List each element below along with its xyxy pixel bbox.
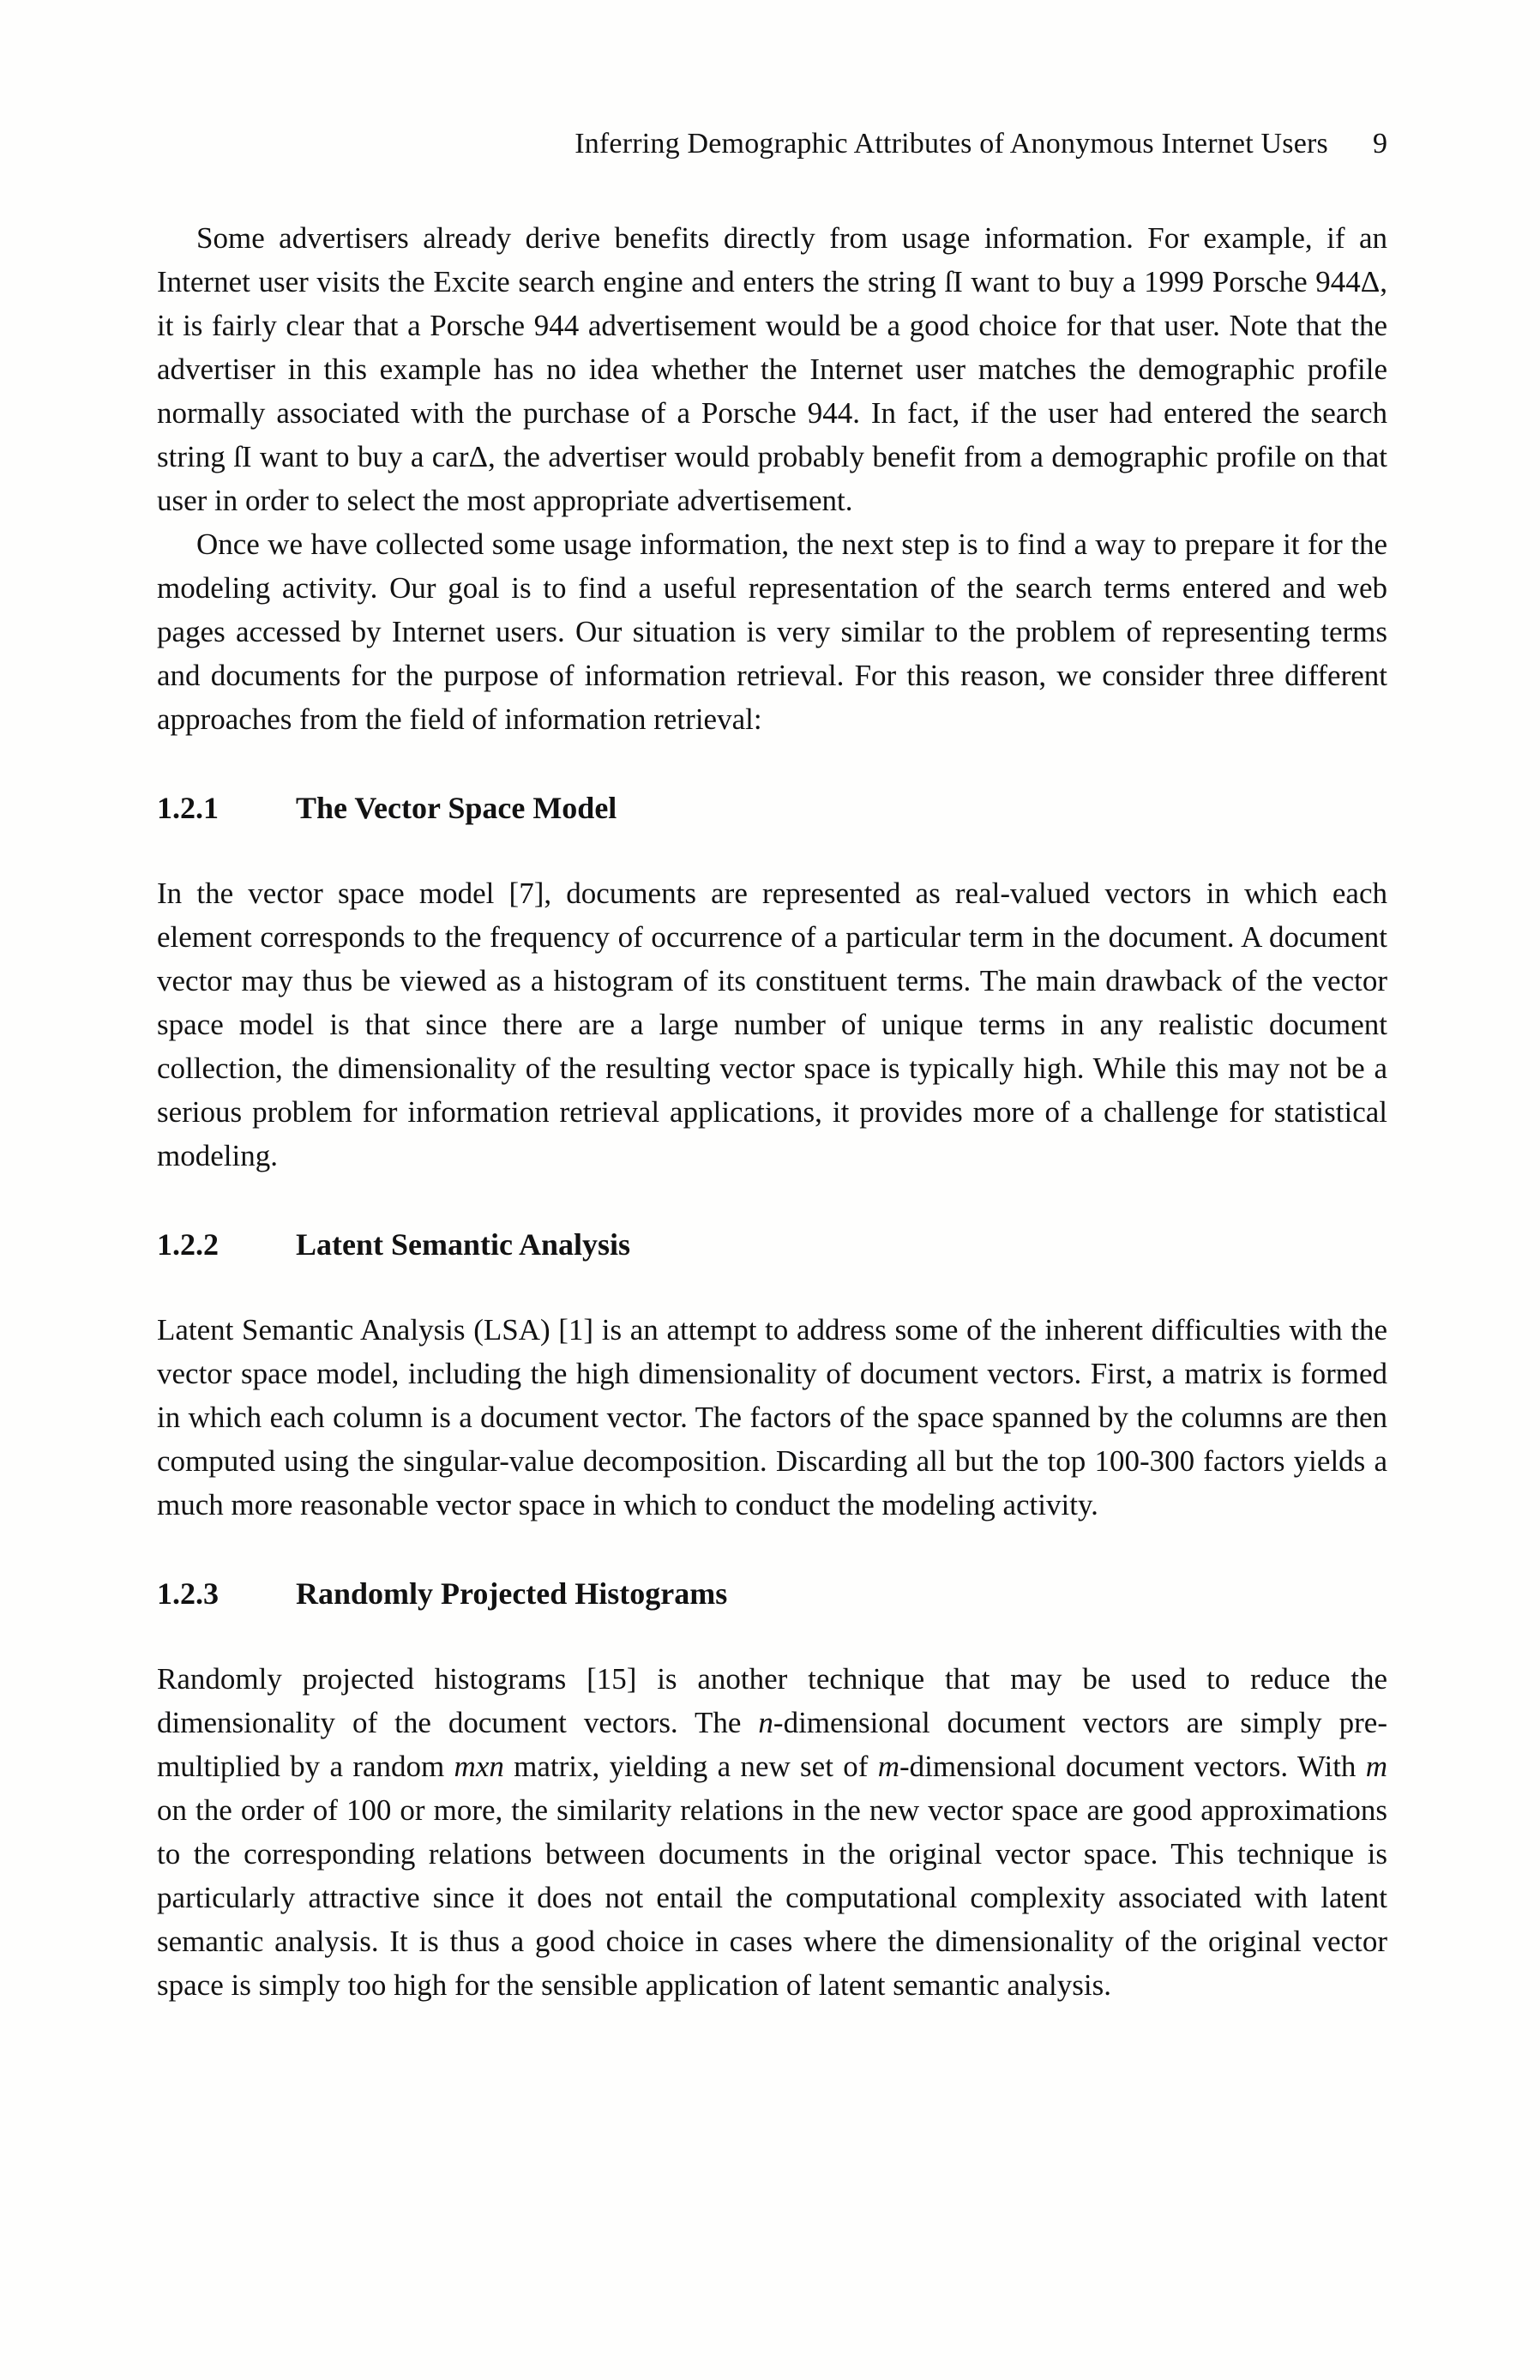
section-number: 1.2.1	[157, 791, 219, 825]
section-heading-latent-semantic-analysis	[157, 1226, 1387, 1263]
paragraph-vector-space-model: In the vector space model [7], documents are represented as real-valued vectors in which each element corresponds to the frequency of occurrence of a particular term in the document. A document vector may thus be viewed as a histogram of its constituent terms. The main drawback of the vector space model is that since there are a large number of unique terms in any realistic document collection, the dimensionality of the resulting vector space is typically high. While this may not be a serious problem for information retrieval applications, it provides more of a challenge for statistical modeling.	[157, 877, 1387, 1172]
paragraph-advertiser-benefits: Some advertisers already derive benefits directly from usage information. For example, if an Internet user visits the Excite search engine and enters the string ſI want to buy a 1999 Porsche 944Δ, it is fairly clear that a Porsche 944 advertisement would be a good choice for that user. Note that the advertiser in this example has no idea whether the Internet user matches the demographic profile normally associated with the purchase of a Porsche 944. In fact, if the user had entered the search string ſI want to buy a carΔ, the advertiser would probably benefit from a demographic profile on that user in order to select the most appropriate advertisement.	[157, 221, 1387, 517]
running-head	[157, 127, 1387, 161]
section-number: 1.2.2	[157, 1227, 219, 1262]
page-body	[157, 216, 1387, 2007]
section-title: Latent Semantic Analysis	[296, 1227, 631, 1262]
section-title: The Vector Space Model	[296, 791, 617, 825]
running-head-title: Inferring Demographic Attributes of Anonymous Internet Users	[574, 128, 1328, 160]
section-heading-vector-space-model	[157, 789, 1387, 827]
page-number: 9	[1373, 128, 1387, 160]
paragraph-usage-information: Once we have collected some usage information, the next step is to find a way to prepare it for the modeling activity. Our goal is to find a useful representation of the search terms entered and web pages accessed by Internet users. Our situation is very similar to the problem of representing terms and documents for the purpose of information retrieval. For this reason, we consider three different approaches from the field of information retrieval:	[157, 527, 1387, 736]
paragraph-randomly-projected-histograms: Randomly projected histograms [15] is another technique that may be used to reduce the dimensionality of the document vectors. The n-dimensional document vectors are simply pre-multiplied by a random mxn matrix, yielding a new set of m-dimensional document vectors. With m on the order of 100 or more, the similarity relations in the new vector space are good approximations to the corresponding relations between documents in the original vector space. This technique is particularly attractive since it does not entail the computational complexity associated with latent semantic analysis. It is thus a good choice in cases where the dimensionality of the original vector space is simply too high for the sensible application of latent semantic analysis.	[157, 1662, 1388, 2002]
section-heading-randomly-projected-histograms	[157, 1575, 1387, 1612]
section-number: 1.2.3	[157, 1576, 219, 1611]
section-title: Randomly Projected Histograms	[296, 1576, 728, 1611]
paragraph-latent-semantic-analysis: Latent Semantic Analysis (LSA) [1] is an attempt to address some of the inherent difficulties with the vector space model, including the high dimensionality of document vectors. First, a matrix is formed in which each column is a document vector. The factors of the space spanned by the columns are then computed using the singular-value decomposition. Discarding all but the top 100-300 factors yields a much more reasonable vector space in which to conduct the modeling activity.	[157, 1313, 1387, 1521]
